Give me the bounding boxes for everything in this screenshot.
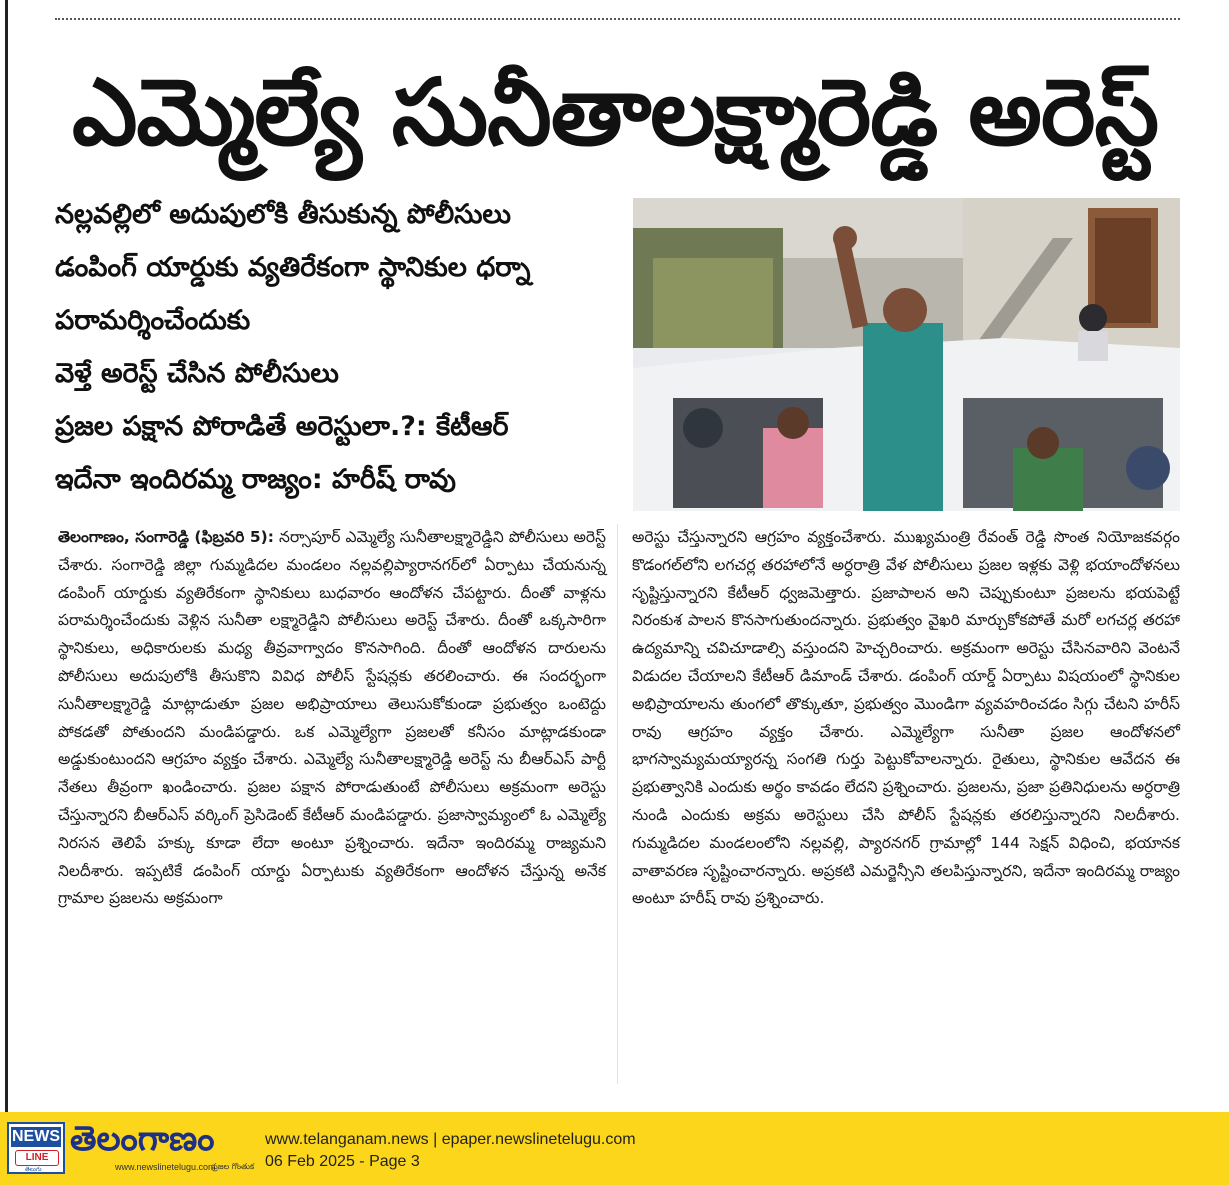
news-photo [633,198,1180,511]
subheadlines [55,188,615,506]
left-margin-rule [5,0,8,1112]
article-text-right: అరెస్టు చేస్తున్నారని ఆగ్రహం వ్యక్తంచేశారు. ముఖ్యమంత్రి రేవంత్ రెడ్డి సొంత నియోజకవర్గం కొడంగల్‌లోని లగచర్ల తరహాలోనే అర్ధరాత్రి వేళ పోలీసులు ప్రజల ఇళ్లకు వెళ్లి భయాందోళనలు సృష్టిస్తున్నారని కేటీఆర్ ధ్వజమెత్తారు. ప్రజాపాలన అని చెప్పుకుంటూ ప్రజలను భయపెట్టే నిరంకుశ పాలన కొనసాగుతుందన్నారు. ప్రభుత్వం వైఖరి మార్చుకోకపోతే మరో లగచర్ల తరహా ఉద్యమాన్ని చవిచూడాల్సి వస్తుందని హెచ్చరించారు. అక్రమంగా అరెస్టు చేసినవారిని వెంటనే విడుదల చేయాలని కేటీఆర్ డిమాండ్ చేశారు. డంపింగ్ యార్డ్ ఏర్పాటు విషయంలో స్థానికుల అభిప్రాయాలను తుంగలో తొక్కుతూ, ప్రభుత్వం మొండిగా వ్యవహరించడం సిగ్గు చేటని హరీస్ రావు ఆగ్రహం వ్యక్తం చేశారు. ఎమ్మెల్యేగా సునీతా ప్రజల ఆందోళనలో భాగస్వామ్యమయ్యారన్న సంగతి గుర్తు పెట్టుకోవాలన్నారు. రైతులు, స్థానికుల ఆవేదన ఈ ప్రభుత్వానికి ఎందుకు అర్థం కావడం లేదని ప్రశ్నించారు. ప్రజలను, ప్రజా ప్రతినిధులను అర్ధరాత్రి నుండి ఎందుకు అక్రమ అరెస్టులు చేసి పోలీస్ స్టేషన్లకు తరలిస్తున్నారని నిలదీశారు. గుమ్మడిదల మండలంలోని నల్లవల్లి, ప్యారనగర్ గ్రామాల్లో 144 సెక్షన్ విధించి, భయానక వాతావరణ సృష్టించారన్నారు. అప్రకటి ఎమర్జెన్సీని తలపిస్తున్నారని, ఇదేనా ఇందిరమ్మ రాజ్యం అంటూ హరీష్ రావు ప్రశ్నించారు. [632,528,1180,908]
brand-tagline: ప్రజల గొంతుక [212,1162,255,1171]
column-divider [617,524,618,1084]
brand-name: తెలంగాణం [70,1119,215,1159]
newsline-logo [7,1122,65,1174]
top-dotted-rule [55,18,1180,20]
footer-edition: 06 Feb 2025 - Page 3 [265,1153,420,1170]
footer-bar [0,1112,1229,1185]
subheadline: నల్లవల్లిలో అదుపులోకి తీసుకున్న పోలీసులు [55,199,511,230]
newsline-logo-bottom: LINE [15,1150,59,1166]
subheadline: పరామర్శించేందుకు [55,305,251,336]
protest-photo-illustration [633,198,1180,511]
subheadline: ఇదేనా ఇందిరమ్మ రాజ్యం: హరీష్ రావు [55,464,456,495]
article-column-right [632,524,1180,913]
brand-url: www.newslinetelugu.com [115,1162,216,1172]
article-column-left [58,524,606,913]
newsline-logo-tag: తెలుగు [25,1166,42,1173]
dateline: తెలంగాణం, సంగారెడ్డి (ఫిబ్రవరి 5): [58,528,274,546]
subheadline: ప్రజల పక్షాన పోరాడితే అరెస్టులా.?: కేటీఆర్ [55,411,509,442]
article-text-left: నర్సాపూర్ ఎమ్మెల్యే సునీతాలక్ష్మారెడ్డిని పోలీసులు అరెస్ట్ చేశారు. సంగారెడ్డి జిల్లా గుమ్మడిదల మండలం నల్లవల్లిప్యారానగర్‌లో ఏర్పాటు చేయనున్న డంపింగ్ యార్డుకు వ్యతిరేకంగా స్థానికులు బుధవారం ఆందోళన చేపట్టారు. దీంతో వాళ్లను పరామర్శించేందుకు వెళ్లిన సునీతా లక్ష్మారెడ్డిని పోలీసులు అరెస్ట్ చేశారు. దీంతో ఒక్కసారిగా స్థానికులు, అధికారులకు మధ్య తీవ్రవాగ్వాదం కొనసాగింది. దీంతో ఆందోళన దారులను పోలీసులు అదుపులోకి తీసుకొని వివిధ పోలీస్ స్టేషన్లకు తరలించారు. ఈ సందర్భంగా సునీతాలక్ష్మారెడ్డి మాట్లాడుతూ ప్రజల అభిప్రాయాలు తెలుసుకోకుండా ప్రభుత్వం ఒంటెద్దు పోకడతో పోతుందని మండిపడ్డారు. ఒక ఎమ్మెల్యేగా ప్రజలతో కనీసం మాట్లాడకుండా అడ్డుకుంటుందని ఆగ్రహం వ్యక్తం చేశారు. ఎమ్మెల్యే సునీతాలక్ష్మారెడ్డి అరెస్ట్ ను బీఆర్ఎస్ పార్టీ నేతలు తీవ్రంగా ఖండించారు. ప్రజల పక్షాన పోరాడుతుంటే పోలీసులు అక్రమంగా అరెస్టు చేస్తున్నారని బీఆర్ఎస్ వర్కింగ్ ప్రెసిడెంట్ కేటీఆర్ మండిపడ్డారు. ప్రజాస్వామ్యంలో ఓ ఎమ్మెల్యే నిరసన తెలిపే హక్కు కూడా లేదా అంటూ ప్రశ్నించారు. ఇదేనా ఇందిరమ్మ రాజ్యమని నిలదీశారు. ఇప్పటికే డంపింగ్ యార్డు ఏర్పాటుకు వ్యతిరేకంగా ఆందోళన చేస్తున్న అనేక గ్రామాల ప్రజలను అక్రమంగా [58,528,606,908]
newsline-logo-top: NEWS [12,1128,60,1145]
subheadline: డంపింగ్ యార్డుకు వ్యతిరేకంగా స్థానికుల ధర్నా [55,252,531,283]
subheadline: వెళ్తే అరెస్ట్ చేసిన పోలీసులు [55,358,339,389]
footer-websites[interactable]: www.telanganam.news | epaper.newslinetelugu.com [265,1131,636,1148]
headline: ఎమ్మెల్యే సునీతాలక్ష్మారెడ్డి అరెస్ట్ [71,59,1159,166]
